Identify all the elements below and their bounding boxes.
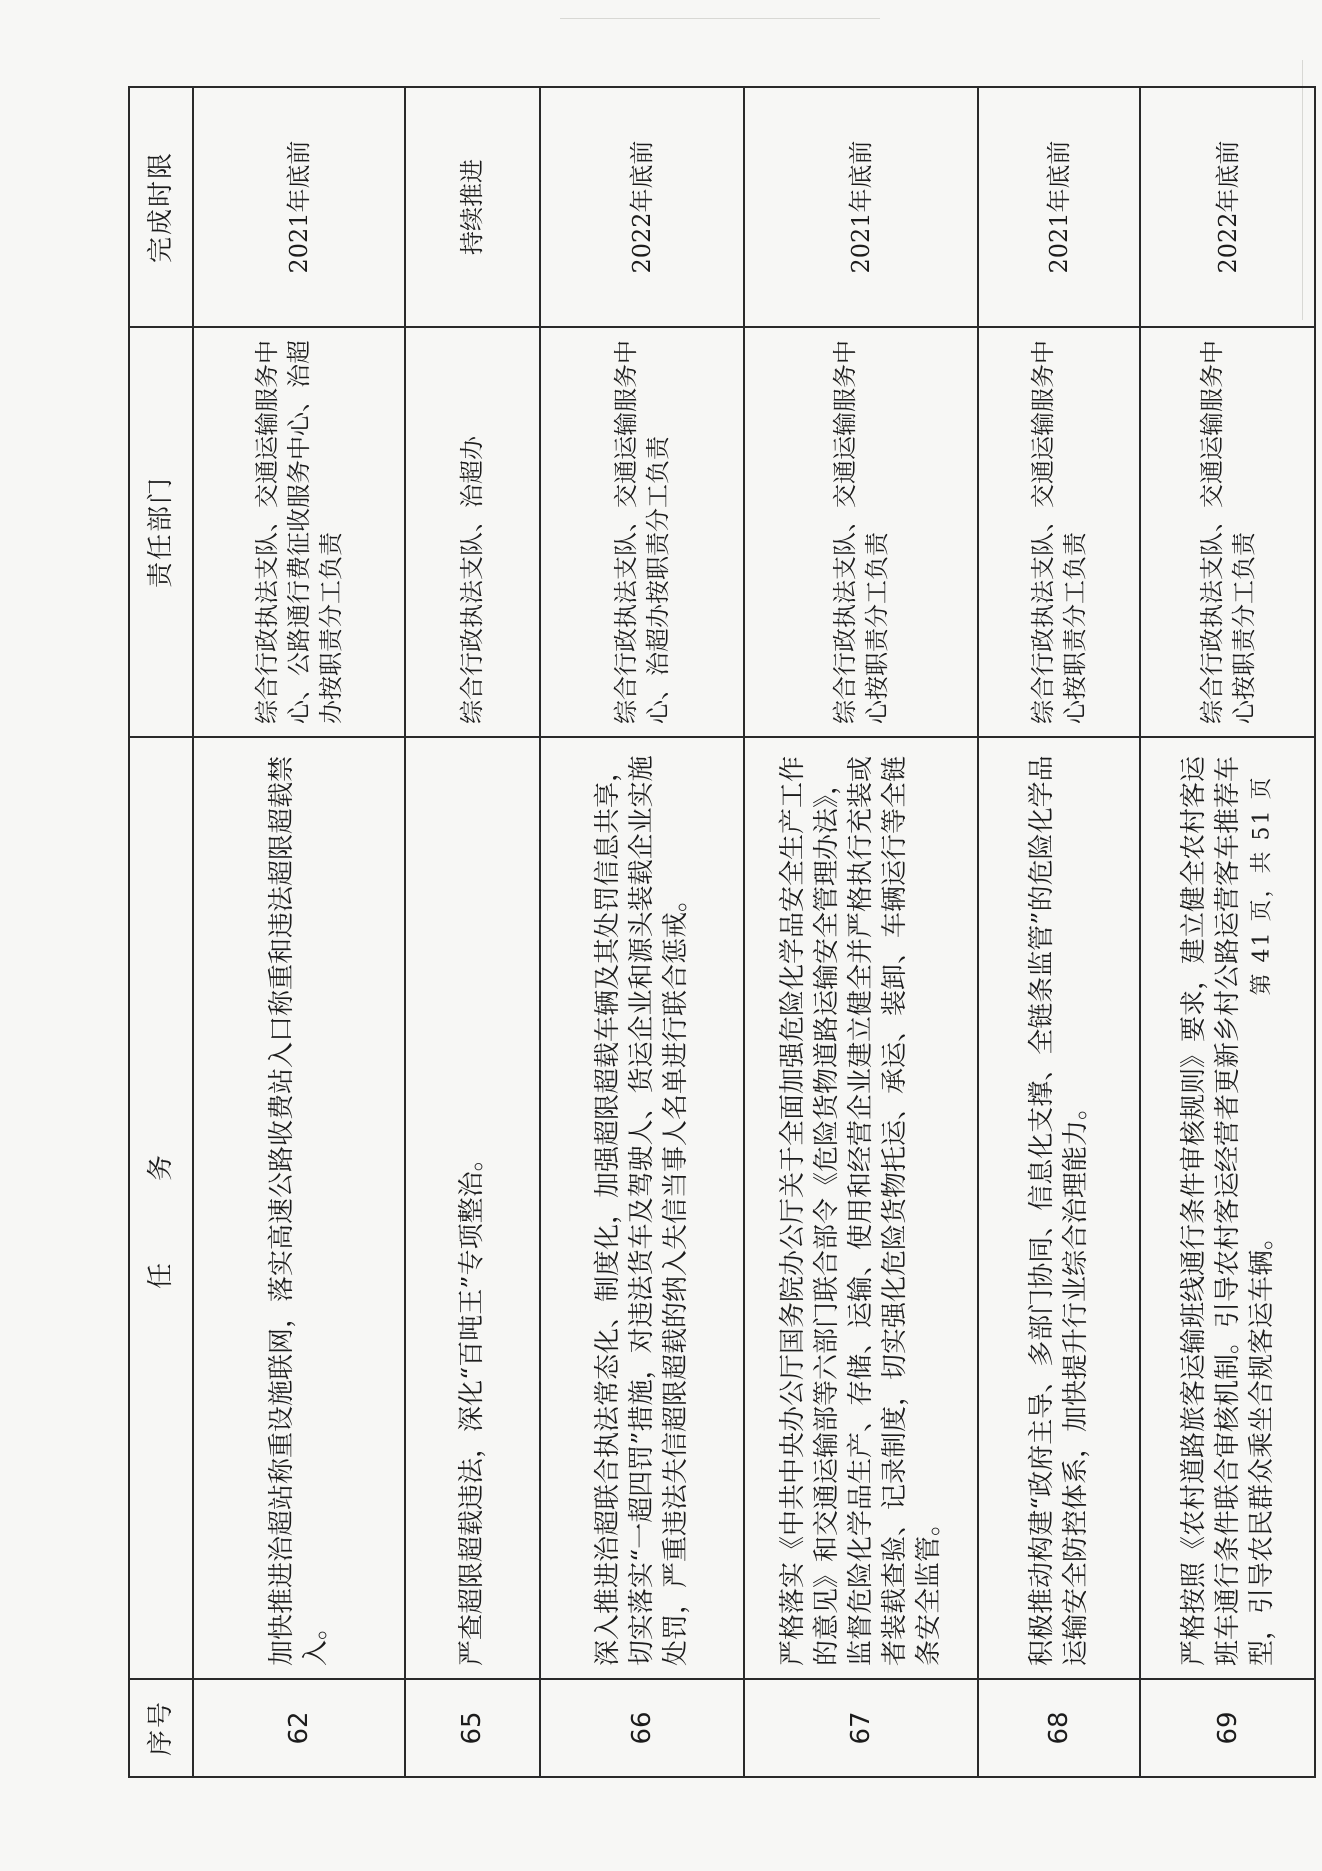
header-no: 序号 bbox=[129, 1679, 193, 1777]
table-row bbox=[193, 87, 405, 1777]
row-deadline: 2021年底前 bbox=[744, 87, 978, 327]
rotated-table-container bbox=[128, 88, 1316, 1778]
page-number: 第 41 页，共 51 页 bbox=[1249, 775, 1275, 996]
row-dept: 综合行政执法支队、交通运输服务中心按职责分工负责 bbox=[978, 327, 1140, 737]
header-dept: 责任部门 bbox=[129, 327, 193, 737]
row-dept: 综合行政执法支队、交通运输服务中心按职责分工负责 bbox=[1140, 327, 1315, 737]
table-row bbox=[405, 87, 540, 1777]
table-row bbox=[1140, 87, 1315, 1777]
row-no: 62 bbox=[193, 1679, 405, 1777]
row-no: 65 bbox=[405, 1679, 540, 1777]
row-no: 67 bbox=[744, 1679, 978, 1777]
row-deadline: 2022年底前 bbox=[540, 87, 744, 327]
row-dept: 综合行政执法支队、交通运输服务中心、公路通行费征收服务中心、治超办按职责分工负责 bbox=[193, 327, 405, 737]
row-no: 66 bbox=[540, 1679, 744, 1777]
row-dept: 综合行政执法支队、交通运输服务中心按职责分工负责 bbox=[744, 327, 978, 737]
task-table bbox=[128, 86, 1316, 1778]
row-dept: 综合行政执法支队、治超办 bbox=[405, 327, 540, 737]
table-row bbox=[744, 87, 978, 1777]
row-task: 严查超限超载违法，深化“百吨王”专项整治。 bbox=[405, 737, 540, 1679]
table-row bbox=[978, 87, 1140, 1777]
scan-edge-mark bbox=[560, 18, 880, 19]
row-deadline: 2021年底前 bbox=[978, 87, 1140, 327]
header-deadline: 完成时限 bbox=[129, 87, 193, 327]
row-deadline: 2021年底前 bbox=[193, 87, 405, 327]
row-task: 积极推动构建“政府主导、多部门协同、信息化支撑、全链条监管”的危险化学品运输安全防控体系，加快提升行业综合治理能力。 bbox=[978, 737, 1140, 1679]
row-task: 深入推进治超联合执法常态化、制度化，加强超限超载车辆及其处罚信息共享，切实落实“一超四罚”措施，对违法货车及驾驶人、货运企业和源头装载企业实施处罚，严重违法失信超限超载的纳入失信当事人名单进行联合惩戒。 bbox=[540, 737, 744, 1679]
row-deadline: 持续推进 bbox=[405, 87, 540, 327]
row-task: 加快推进治超站称重设施联网，落实高速公路收费站入口称重和违法超限超载禁入。 bbox=[193, 737, 405, 1679]
row-task: 严格按照《农村道路旅客运输班线通行条件审核规则》要求，建立健全农村客运班车通行条件联合审核机制。引导农村客运经营者更新乡村公路运营客车推荐车型，引导农民群众乘坐合规客运车辆。 bbox=[1140, 737, 1315, 1679]
header-task: 任 务 bbox=[129, 737, 193, 1679]
table-row bbox=[540, 87, 744, 1777]
row-deadline: 2022年底前 bbox=[1140, 87, 1315, 327]
row-task: 严格落实《中共中央办公厅国务院办公厅关于全面加强危险化学品安全生产工作的意见》和交通运输部等六部门联合部令《危险货物道路运输安全管理办法》，监督危险化学品生产、存储、运输、使用和经营企业建立健全并严格执行充装或者装载查验、记录制度，切实强化危险货物托运、承运、装卸、车辆运行等全链条安全监管。 bbox=[744, 737, 978, 1679]
row-dept: 综合行政执法支队、交通运输服务中心、治超办按职责分工负责 bbox=[540, 327, 744, 737]
table-header-row bbox=[129, 87, 193, 1777]
row-no: 69 bbox=[1140, 1679, 1315, 1777]
row-no: 68 bbox=[978, 1679, 1140, 1777]
